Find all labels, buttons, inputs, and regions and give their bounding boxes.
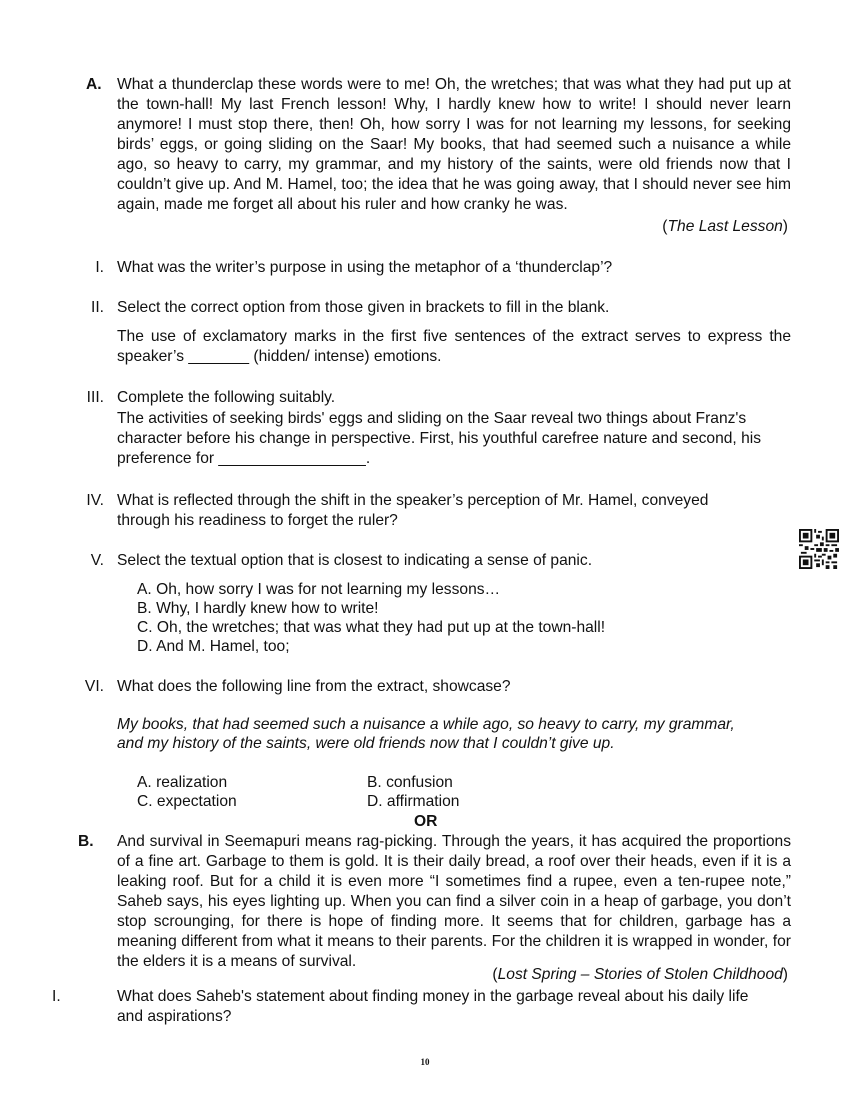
qr-code-icon: [799, 529, 839, 569]
question-number: I.: [95, 259, 104, 276]
option-c: C. Oh, the wretches; that was what they had put up at the town-hall!: [137, 619, 606, 636]
question-text: Select the textual option that is closest to indicating a sense of panic.: [117, 552, 593, 569]
option-b: B. confusion: [367, 774, 453, 791]
section-b-marker: B.: [78, 833, 94, 850]
question-text: What was the writer’s purpose in using the metaphor of a ‘thunderclap’?: [117, 259, 613, 276]
section-b-source: (Lost Spring – Stories of Stolen Childhood): [492, 966, 788, 983]
question-subtext: The activities of seeking birds' eggs and sliding on the Saar reveal two things about Franz's character before his change in perspective. First, his youthful carefree nature and second, his preference for _________________.: [117, 410, 762, 467]
source-title: The Last Lesson: [667, 218, 783, 235]
option-a: A. Oh, how sorry I was for not learning my lessons…: [137, 581, 501, 598]
section-a-marker: A.: [86, 76, 102, 93]
source-title: Lost Spring – Stories of Stolen Childhood: [497, 966, 783, 983]
question-number: V.: [90, 552, 104, 569]
question-number: III.: [86, 389, 104, 406]
question-text: What does the following line from the extract, showcase?: [117, 678, 511, 695]
or-divider: OR: [414, 813, 438, 830]
question-number: IV.: [86, 492, 104, 509]
page-number: 10: [420, 1057, 430, 1067]
option-d: D. And M. Hamel, too;: [137, 638, 290, 655]
question-subtext: The use of exclamatory marks in the first five sentences of the extract serves to express the speaker’s _______ (hidden/ intense) emotions.: [117, 328, 791, 365]
section-b-passage: And survival in Seemapuri means rag-picking. Through the years, it has acquired the proportions of a fine art. Garbage to them is gold. It is their daily bread, a roof over their heads, even if it is a leaking roof. But for a child it is even more “I sometimes find a rupee, even a ten-rupee note,” Saheb says, his eyes lighting up. When you can find a silver coin in a heap of garbage, you don’t stop scrounging, for there is hope of finding more. It seems that for children, garbage has a meaning different from what it means to their parents. For the children it is wrapped in wonder, for the elders it is a means of survival.: [117, 833, 791, 970]
question-number: II.: [91, 299, 104, 316]
section-a-passage: What a thunderclap these words were to me! Oh, the wretches; that was what they had put up at the town-hall! My last French lesson! Why, I hardly knew how to write! I should never learn anymore! I must stop there, then! Oh, how sorry I was for not learning my lessons, for seeking birds’ eggs, or going sliding on the Saar! My books, that had seemed such a nuisance a while ago, so heavy to carry, my grammar, and my history of the saints, were old friends now that I couldn’t give up. And M. Hamel, too; the idea that he was going away, that I should never see him again, made me forget all about his ruler and how cranky he was.: [117, 76, 791, 213]
question-text: Select the correct option from those given in brackets to fill in the blank.: [117, 299, 610, 316]
question-number: I.: [52, 988, 61, 1005]
option-d: D. affirmation: [367, 793, 460, 810]
question-text: What is reflected through the shift in the speaker’s perception of Mr. Hamel, conveyed through his readiness to forget the ruler?: [117, 492, 709, 529]
question-text: Complete the following suitably.: [117, 389, 336, 406]
option-a: A. realization: [137, 774, 228, 791]
question-text: What does Saheb's statement about finding money in the garbage reveal about his daily life and aspirations?: [117, 988, 749, 1025]
option-b: B. Why, I hardly knew how to write!: [137, 600, 379, 617]
section-a-source: (The Last Lesson): [662, 218, 788, 235]
quote-line: and my history of the saints, were old friends now that I couldn’t give up.: [117, 735, 615, 752]
option-c: C. expectation: [137, 793, 237, 810]
quote-line: My books, that had seemed such a nuisance a while ago, so heavy to carry, my grammar,: [117, 716, 735, 733]
question-number: VI.: [84, 678, 104, 695]
